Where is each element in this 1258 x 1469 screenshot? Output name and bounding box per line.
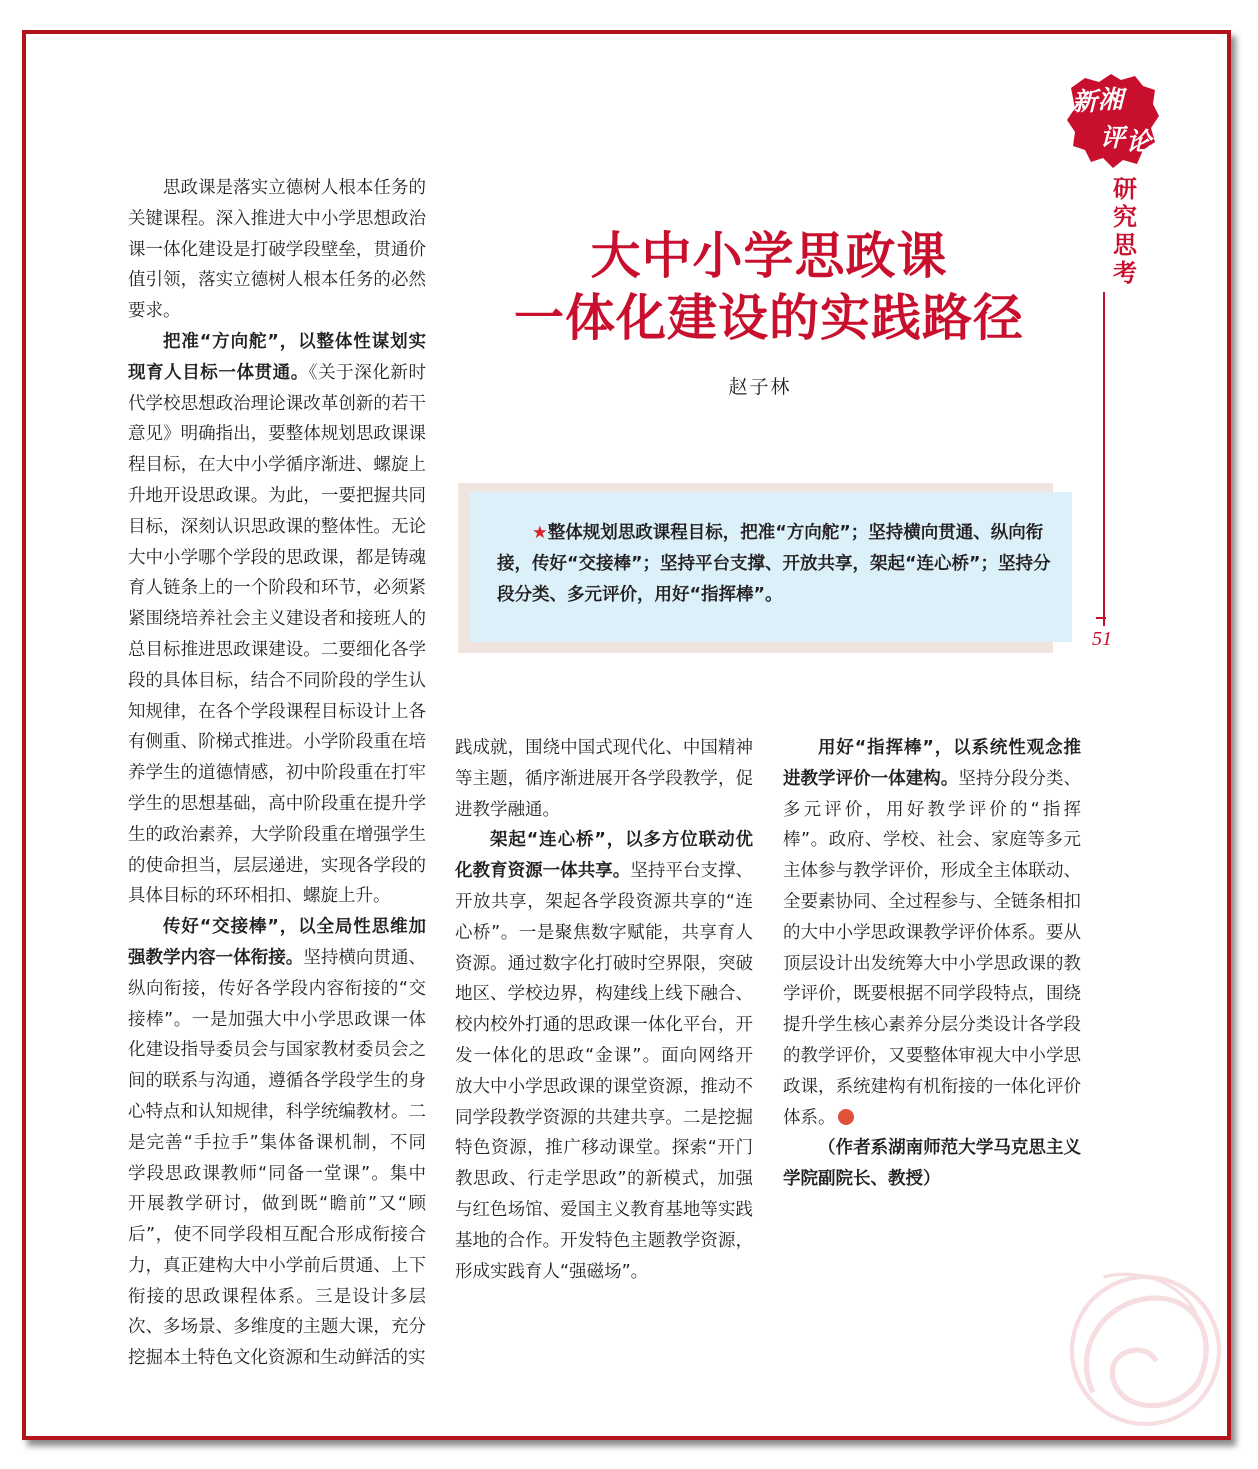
- intro-paragraph: 思政课是落实立德树人根本任务的关键课程。深入推进大中小学思想政治课一体化建设是打破学段壁垒，贯通价值引领，落实立德树人根本任务的必然要求。: [128, 178, 426, 322]
- logo-char: 评: [1100, 123, 1126, 152]
- pullquote-body: 整体规划思政课程目标，把准“方向舵”；坚持横向贯通、纵向衔接，传好“交接棒”；坚持平台支撑、开放共享，架起“连心桥”；坚持分段分类、多元评价，用好“指挥棒”。: [497, 523, 1051, 605]
- section-2-heading: 传好“交接棒”，以全局性思维加强教学内容一体衔接。: [128, 917, 426, 968]
- article-title: [478, 225, 1060, 349]
- star-icon: ★: [532, 523, 548, 543]
- section-3: [455, 825, 753, 1287]
- body-column-3: [783, 733, 1081, 1195]
- continued-text: 践成就，围绕中国式现代化、中国精神等主题，循序渐进展开各学段教学，促进教学融通。: [455, 738, 753, 820]
- body-column-1: [128, 173, 426, 1374]
- author-name: 赵子林: [728, 376, 792, 398]
- logo-char: 新: [1072, 87, 1098, 116]
- author-byline: （作者系湖南师范大学马克思主义学院副院长、教授）: [783, 1138, 1081, 1190]
- section-1-heading: 把准“方向舵”，以整体性谋划实现育人目标一体贯通。: [128, 331, 426, 383]
- section-3-heading: 架起“连心桥”，以多方位联动优化教育资源一体共享。: [455, 830, 753, 882]
- pullquote-text: [497, 518, 1057, 611]
- section-4: [783, 733, 1081, 1133]
- section-1-text: 《关于深化新时代学校思想政治理论课改革创新的若干意见》明确指出，要整体规划思政课课程目标，在大中小学循序渐进、螺旋上升地开设思政课。为此，一要把握共同目标，深刻认识思政课的整体性。无论大中小学哪个学段的思政课，都是铸魂育人链条上的一个阶段和环节，必须紧紧围绕培养社会主义建设者和接班人的总目标推进思政课建设。二要细化各学段的具体目标，结合不同阶段的学生认知规律，在各个学段课程目标设计上各有侧重、阶梯式推进。小学阶段重在培养学生的道德情感，初中阶段重在打牢学生的思想基础，高中阶段重在提升学生的政治素养，大学阶段重在增强学生的使命担当，层层递进，实现各学段的具体目标的环环相扣、螺旋上升。: [128, 362, 426, 907]
- margin-rule: [1103, 292, 1105, 626]
- section-4-heading: 用好“指挥棒”，以系统性观念推进教学评价一体建构。: [783, 738, 1081, 789]
- section-2-text: 坚持横向贯通、纵向衔接，传好各学段内容衔接的“交接棒”。一是加强大中小学思政课一体化建设指导委员会与国家教材委员会之间的联系与沟通，遵循各学段学生的身心特点和认知规律，科学统编教材。二是完善“手拉手”集体备课机制，不同学段思政课教师“同备一堂课”。集中开展教学研讨，做到既“瞻前”又“顾后”，使不同学段相互配合形成衔接合力，真正建构大中小学前后贯通、上下衔接的思政课程体系。三是设计多层次、多场景、多维度的主题大课，充分挖掘本土特色文化资源和生动鲜活的实: [128, 947, 426, 1369]
- title-line-2: 一体化建设的实践路径: [514, 288, 1024, 347]
- title-line-1: 大中小学思政课: [590, 226, 948, 285]
- logo-char: 论: [1126, 127, 1152, 156]
- body-column-2: [455, 733, 753, 1287]
- section-2: [128, 912, 426, 1374]
- section-3-text: 坚持平台支撑、开放共享，架起各学段资源共享的“连心桥”。一是聚焦数字赋能，共享育人资源。通过数字化打破时空界限，突破地区、学校边界，构建线上线下融合、校内校外打通的思政课一体化平台，开发一体化的思政“金课”。面向网络开放大中小学思政课的课堂资源，推动不同学段教学资源的共建共享。二是挖掘特色资源，推广移动课堂。探索“开门教思政、行走学思政”的新模式，加强与红色场馆、爱国主义教育基地等实践基地的合作。开发特色主题教学资源，形成实践育人“强磁场”。: [455, 861, 753, 1282]
- margin-rule-tick: [1096, 617, 1106, 619]
- page-number: 51: [1092, 628, 1112, 650]
- section-1: [128, 327, 426, 912]
- decorative-watermark: [1030, 1235, 1240, 1445]
- end-mark-icon: [838, 1109, 854, 1125]
- section-label: 研究思考: [1113, 175, 1137, 287]
- logo-char: 湘: [1098, 85, 1124, 114]
- section-4-text: 坚持分段分类、多元评价，用好教学评价的“指挥棒”。政府、学校、社会、家庭等多元主体参与教学评价，形成全主体联动、全要素协同、全过程参与、全链条相扣的大中小学思政课教学评价体系。要从顶层设计出发统筹大中小学思政课的教学评价，既要根据不同学段特点，围绕提升学生核心素养分层分类设计各学段的教学评价，又要整体审视大中小学思政课，系统建构有机衔接的一体化评价体系。: [783, 768, 1081, 1128]
